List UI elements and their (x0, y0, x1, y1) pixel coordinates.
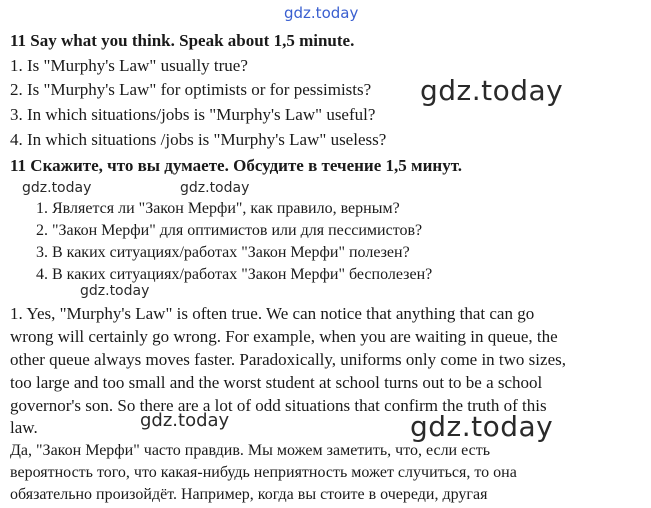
answer-en-line-2: wrong will certainly go wrong. For example, when you are waiting in queue, the (10, 327, 558, 346)
russian-question-3: 3. В каких ситуациях/работах "Закон Мерфи" полезен? (36, 244, 410, 261)
watermark-ru-1: gdz.today (22, 180, 92, 196)
answer-en-line-6: law. (10, 418, 38, 437)
answer-en-line-1: 1. Yes, "Murphy's Law" is often true. We can notice that anything that can go (10, 304, 535, 323)
russian-question-1: 1. Является ли "Закон Мерфи", как правило, верным? (36, 200, 400, 217)
watermark-ru-2: gdz.today (180, 180, 250, 196)
watermark-mid-right: gdz.today (420, 74, 564, 107)
watermark-ru-3: gdz.today (80, 283, 150, 299)
answer-en-line-4: too large and too small and the worst student at school turns out to be a school (10, 373, 543, 392)
answer-ru-line-3: обязательно произойдёт. Например, когда вы стоите в очереди, другая (10, 486, 488, 503)
russian-question-4: 4. В каких ситуациях/работах "Закон Мерфи" бесполезен? (36, 266, 433, 283)
answer-en-line-5: governor's son. So there are a lot of odd situations that confirm the truth of this (10, 396, 547, 415)
english-question-4: 4. In which situations /jobs is "Murphy's Law" useless? (10, 130, 387, 149)
english-question-2: 2. Is "Murphy's Law" for optimists or for pessimists? (10, 80, 372, 99)
english-heading: 11 Say what you think. Speak about 1,5 minute. (10, 31, 355, 50)
english-question-3: 3. In which situations/jobs is "Murphy's Law" useful? (10, 105, 376, 124)
watermark-answer-small: gdz.today (140, 410, 230, 431)
answer-en-line-3: other queue always moves faster. Paradoxically, uniforms only come in two sizes, (10, 350, 566, 369)
watermark-answer-big: gdz.today (410, 410, 554, 443)
russian-heading: 11 Скажите, что вы думаете. Обсудите в течение 1,5 минут. (10, 156, 463, 175)
answer-ru-line-2: вероятность того, что какая-нибудь неприятность может случиться, то она (10, 464, 517, 481)
russian-question-2: 2. "Закон Мерфи" для оптимистов или для пессимистов? (36, 222, 423, 239)
english-question-1: 1. Is "Murphy's Law" usually true? (10, 56, 248, 75)
watermark-top: gdz.today (284, 4, 359, 22)
answer-ru-line-1: Да, "Закон Мерфи" часто правдив. Мы можем заметить, что, если есть (10, 442, 491, 459)
